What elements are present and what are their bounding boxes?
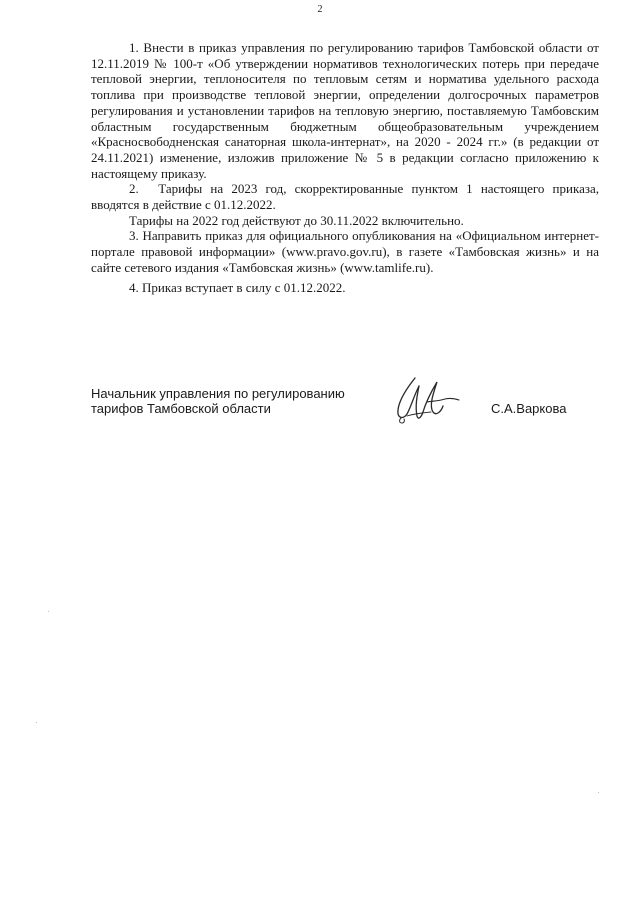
signatory-position: [91, 386, 381, 416]
paragraph-2-note: Тарифы на 2022 год действуют до 30.11.2022 включительно.: [129, 212, 464, 228]
scan-speck: [598, 792, 599, 793]
paragraph-1: 1. Внести в приказ управления по регулированию тарифов Тамбовской области от 12.11.2019 № 100-т «Об утверждении нормативов технологических потерь при передаче тепловой энергии, теплоносителя по тепловым сетям и норматива удельного расхода топлива при производстве тепловой энергии, определении долгосрочных параметров регулирования и установлении тарифов на тепловую энергию, поставляемую Тамбовским областным государственным бюджетным общеобразовательным учреждением «Красносвободненская санаторная школа-интернат», на 2020 - 2024 гг.» (в редакции от 24.11.2021) изменение, изложив приложение № 5 в редакции согласно приложению к настоящему приказу.: [91, 40, 599, 181]
handwritten-signature: [393, 374, 467, 430]
paragraph-3: 3. Направить приказ для официального опубликования на «Официальном интернет-портале правовой информации» (www.pravo.gov.ru), в газете «Тамбовская жизнь» и на сайте сетевого издания «Тамбовская жизнь» (www.tamlife.ru).: [91, 228, 599, 275]
document-body: [91, 40, 599, 295]
page-number: 2: [317, 4, 323, 15]
scan-speck: [36, 722, 37, 723]
signatory-name: С.А.Варкова: [491, 401, 567, 416]
signatory-position-line-2: тарифов Тамбовской области: [91, 401, 271, 416]
scan-speck: [48, 611, 49, 612]
paragraph-2: 2. Тарифы на 2023 год, скорректированные пунктом 1 настоящего приказа, вводятся в действие с 01.12.2022.: [91, 181, 599, 213]
paragraph-4: 4. Приказ вступает в силу с 01.12.2022.: [129, 279, 346, 295]
signatory-position-line-1: Начальник управления по регулированию: [91, 386, 345, 401]
signature-block: [91, 386, 601, 436]
